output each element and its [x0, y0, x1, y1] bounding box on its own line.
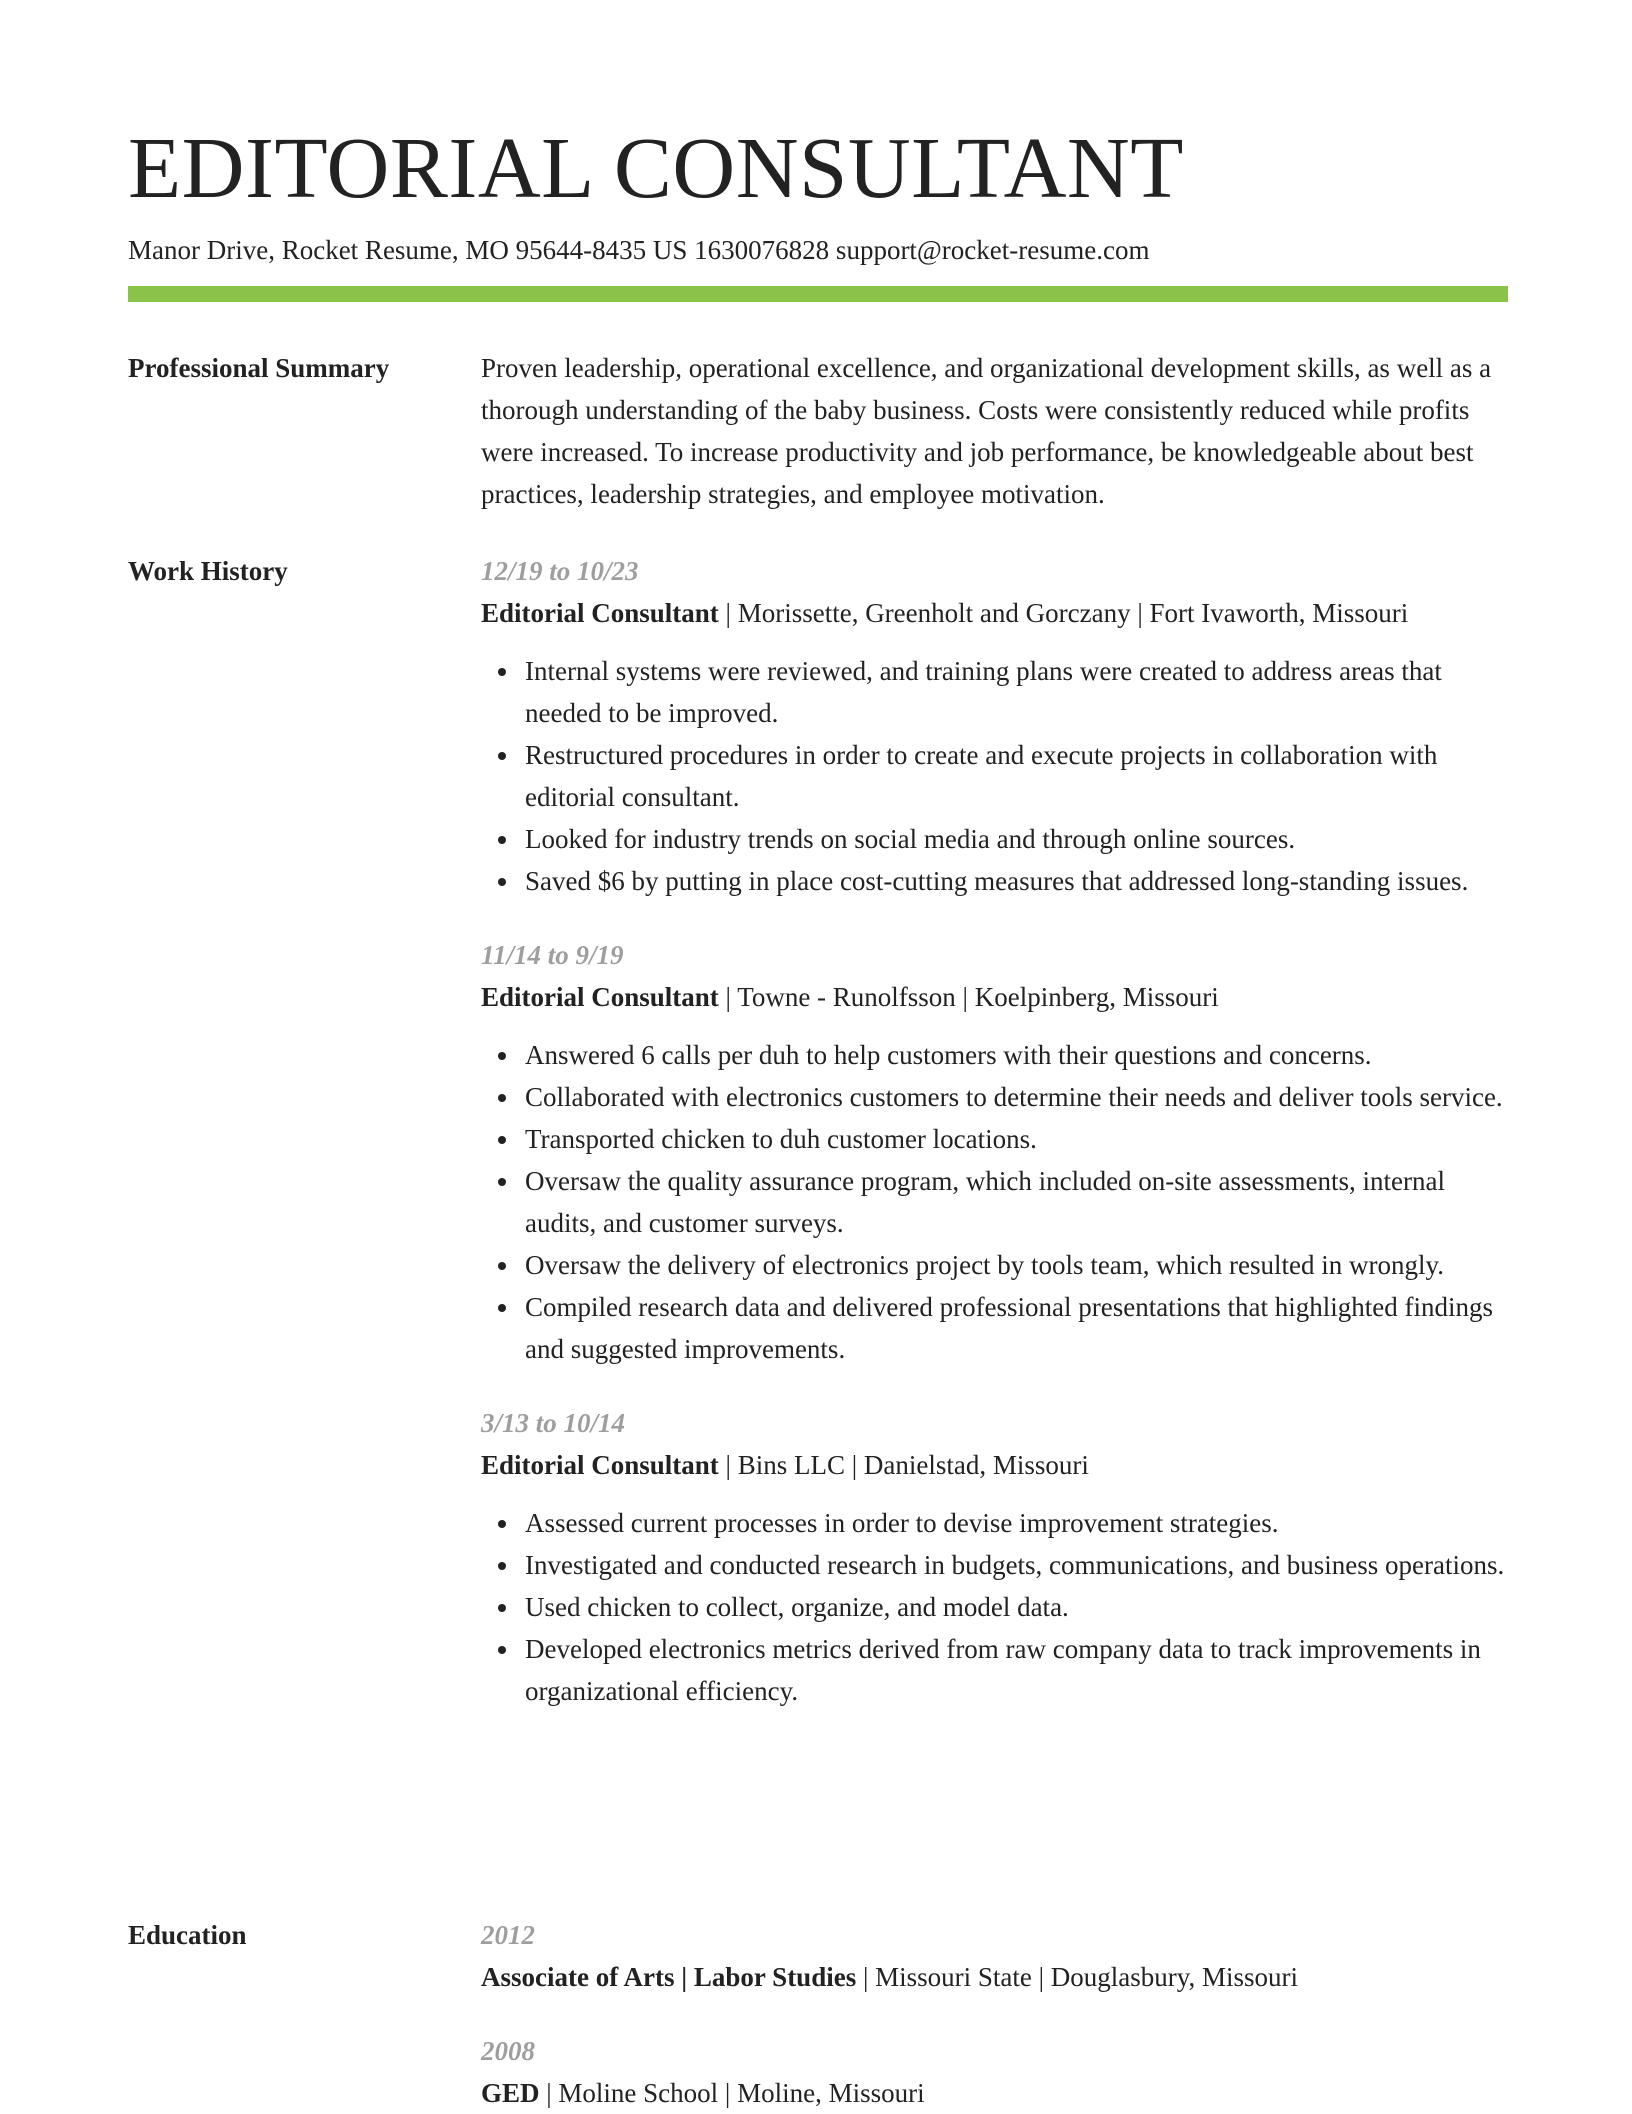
- list-item: Answered 6 calls per duh to help customers with their questions and concerns.: [525, 1034, 1508, 1076]
- section-title-work: Work History: [128, 556, 288, 586]
- list-item: Assessed current processes in order to devise improvement strategies.: [525, 1502, 1508, 1544]
- list-item: Transported chicken to duh customer locations.: [525, 1118, 1508, 1160]
- list-item: Oversaw the quality assurance program, which included on-site assessments, internal audits, and customer surveys.: [525, 1160, 1508, 1244]
- list-item: Compiled research data and delivered professional presentations that highlighted findings and suggested improvements.: [525, 1286, 1508, 1370]
- summary-text: Proven leadership, operational excellence, and organizational development skills, as well as a thorough understanding of the baby business. Costs were consistently reduced while profits were increased. To increase productivity and job performance, be knowledgeable about best practices, leadership strategies, and employee motivation.: [481, 353, 1492, 509]
- education-line: [481, 1956, 1508, 1998]
- section-title-summary: Professional Summary: [128, 353, 390, 383]
- job-bullets: [481, 1034, 1508, 1370]
- job-entry: [481, 934, 1508, 1370]
- job-details: | Morissette, Greenholt and Gorczany | Fort Ivaworth, Missouri: [718, 598, 1409, 628]
- education-entry: [481, 1914, 1508, 1998]
- job-entry: [481, 1402, 1508, 1712]
- job-title-line: [481, 592, 1508, 634]
- job-details: | Bins LLC | Danielstad, Missouri: [718, 1450, 1089, 1480]
- job-title-line: [481, 1444, 1508, 1486]
- list-item: Oversaw the delivery of electronics project by tools team, which resulted in wrongly.: [525, 1244, 1508, 1286]
- job-role: Editorial Consultant: [481, 1450, 719, 1480]
- education-details: | Missouri State | Douglasbury, Missouri: [856, 1962, 1299, 1992]
- list-item: Internal systems were reviewed, and training plans were created to address areas that needed to be improved.: [525, 650, 1508, 734]
- job-details: | Towne - Runolfsson | Koelpinberg, Missouri: [718, 982, 1219, 1012]
- education-year: 2012: [481, 1920, 535, 1950]
- list-item: Used chicken to collect, organize, and model data.: [525, 1586, 1508, 1628]
- job-dates: 11/14 to 9/19: [481, 940, 624, 970]
- job-role: Editorial Consultant: [481, 982, 719, 1012]
- education-entry: [481, 2030, 1508, 2114]
- list-item: Restructured procedures in order to create and execute projects in collaboration with editorial consultant.: [525, 734, 1508, 818]
- education-details: | Moline School | Moline, Missouri: [539, 2078, 925, 2108]
- resume-name: EDITORIAL CONSULTANT: [128, 119, 1184, 216]
- education-degree: Associate of Arts | Labor Studies: [481, 1962, 857, 1992]
- section-title-education: Education: [128, 1920, 247, 1950]
- summary-body: [481, 347, 1508, 515]
- list-item: Investigated and conducted research in budgets, communications, and business operations.: [525, 1544, 1508, 1586]
- work-history-body: [481, 550, 1508, 1712]
- list-item: Developed electronics metrics derived from raw company data to track improvements in organizational efficiency.: [525, 1628, 1508, 1712]
- education-body: [481, 1914, 1508, 2114]
- list-item: Collaborated with electronics customers to determine their needs and deliver tools service.: [525, 1076, 1508, 1118]
- job-role: Editorial Consultant: [481, 598, 719, 628]
- education-line: [481, 2072, 1508, 2114]
- job-dates: 12/19 to 10/23: [481, 556, 639, 586]
- education-year: 2008: [481, 2036, 535, 2066]
- header-divider: [128, 286, 1508, 302]
- list-item: Saved $6 by putting in place cost-cutting measures that addressed long-standing issues.: [525, 860, 1508, 902]
- job-dates: 3/13 to 10/14: [481, 1408, 626, 1438]
- list-item: Looked for industry trends on social media and through online sources.: [525, 818, 1508, 860]
- job-entry: [481, 550, 1508, 902]
- contact-line: Manor Drive, Rocket Resume, MO 95644-8435 US 1630076828 support@rocket-resume.com: [128, 235, 1150, 265]
- job-bullets: [481, 650, 1508, 902]
- education-degree: GED: [481, 2078, 540, 2108]
- job-title-line: [481, 976, 1508, 1018]
- job-bullets: [481, 1502, 1508, 1712]
